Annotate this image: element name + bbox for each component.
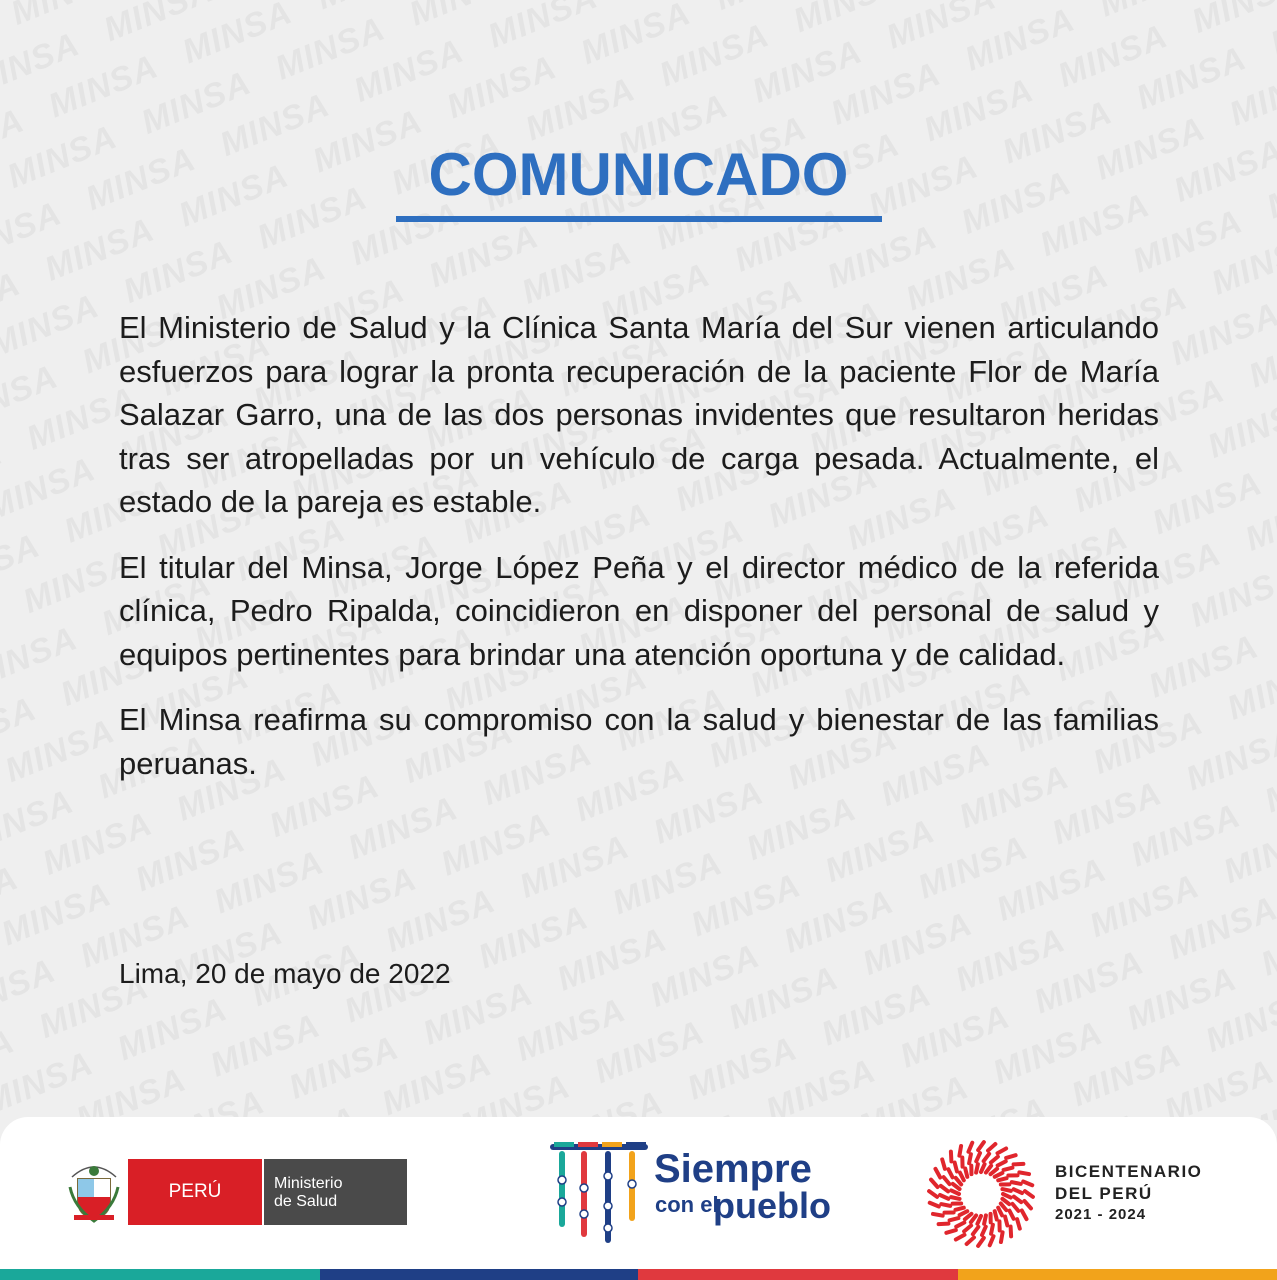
- bicentenario-line1: BICENTENARIO: [1055, 1162, 1203, 1181]
- bicentenario-years: 2021 - 2024: [1055, 1206, 1147, 1223]
- date-line: Lima, 20 de mayo de 2022: [119, 958, 451, 989]
- siempre-con-el-pueblo-logo: [550, 1140, 830, 1245]
- pueblo-text: pueblo: [713, 1185, 831, 1226]
- watermark-row: [49, 754, 1277, 1120]
- stripe-orange: [958, 1269, 1277, 1280]
- siempre-text: Siempre: [654, 1147, 812, 1191]
- peru-label-box: [128, 1159, 262, 1225]
- paragraph-2: El titular del Minsa, Jorge López Peña y el director médico de la referida clínica, Pedro Ripalda, coincidieron en disponer del personal de salud y equipos pertinentes para brindar una atención oportuna y de calidad.: [119, 549, 1159, 672]
- paragraph-1: El Ministerio de Salud y la Clínica Santa María del Sur vienen articulando esfuerzos para lograr la pronta recuperación de la paciente Flor de María Salazar Garro, una de las dos personas invidentes que resultaron heridas tras ser atropelladas por un vehículo de carga pesada. Actualmente, el estado de la pareja es estable.: [119, 310, 1159, 519]
- page-title: COMUNICADO: [428, 141, 849, 208]
- communique-body: [119, 306, 1159, 807]
- watermark-row: [0, 0, 1269, 277]
- ministry-label-line2: de Salud: [274, 1193, 338, 1210]
- peru-label: PERÚ: [168, 1181, 222, 1202]
- stripe-teal: [0, 1269, 320, 1280]
- bicentenario-logo: [925, 1136, 1225, 1246]
- bicentenario-line2: DEL PERÚ: [1055, 1184, 1153, 1203]
- con-el-text: con el: [655, 1192, 719, 1217]
- stripe-red: [638, 1269, 958, 1280]
- watermark-row: [31, 893, 1277, 1120]
- coat-of-arms-icon: [66, 1157, 122, 1225]
- title-underline: [396, 216, 882, 222]
- bicentenario-sun-icon: [925, 1138, 1037, 1250]
- paragraph-3: El Minsa reafirma su compromiso con la salud y bienestar de las familias peruanas.: [119, 702, 1159, 781]
- ministry-label-line1: Ministerio: [274, 1175, 343, 1192]
- watermark-row: [162, 1032, 1277, 1120]
- watermark-row: [69, 986, 1277, 1120]
- stripe-navy: [320, 1269, 638, 1280]
- colored-columns-icon: [550, 1140, 650, 1244]
- ministry-label-box: [264, 1159, 407, 1225]
